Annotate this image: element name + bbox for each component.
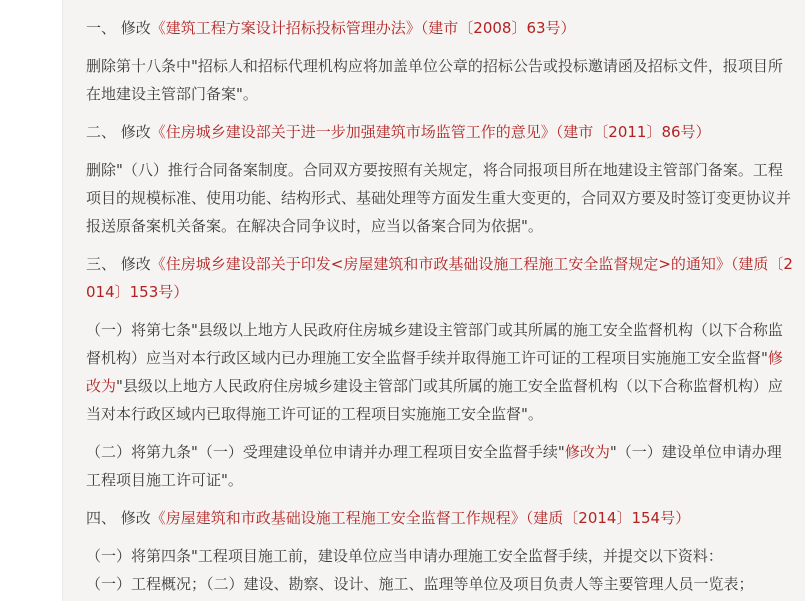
highlighted-text-run: 修改为 xyxy=(564,443,610,461)
text-run: 三、 修改 xyxy=(86,255,151,273)
document-body xyxy=(86,14,795,598)
body-paragraph xyxy=(86,156,795,240)
text-run: （一）将第四条"工程项目施工前，建设单位应当申请办理施工安全监督手续，并提交以下资料： xyxy=(86,547,723,565)
text-run: （一）将第七条"县级以上地方人民政府住房城乡建设主管部门或其所属的施工安全监督机构（以下合称监督机构）应当对本行政区域内已办理施工安全监督手续并取得施工许可证的工程项目实施施工安全监督" xyxy=(86,321,783,367)
text-run: （一）工程概况；（二）建设、勘察、设计、施工、监理等单位及项目负责人等主要管理人员一览表； xyxy=(86,575,754,593)
text-run: 四、 修改 xyxy=(86,509,151,527)
text-run: "（一）建设单位申请办理工程项目施工许可证"。 xyxy=(86,443,782,489)
heading-paragraph xyxy=(86,118,795,146)
text-run: 删除"（八）推行合同备案制度。合同双方要按照有关规定，将合同报项目所在地建设主管部门备案。工程项目的规模标准、使用功能、结构形式、基础处理等方面发生重大变更的，合同双方要及时签订变更协议并报送原备案机关备案。在解决合同争议时，应当以备案合同为依据"。 xyxy=(86,161,792,235)
highlighted-text-run: 《建筑工程方案设计招标投标管理办法》（建市〔2008〕63号） xyxy=(150,19,576,37)
body-paragraph xyxy=(86,542,795,598)
highlighted-text-run: 《房屋建筑和市政基础设施工程施工安全监督工作规程》（建质〔2014〕154号） xyxy=(150,509,691,527)
text-run: "县级以上地方人民政府住房城乡建设主管部门或其所属的施工安全监督机构（以下合称监督机构）应当对本行政区域内已取得施工许可证的工程项目实施施工安全监督"。 xyxy=(86,377,783,423)
document-content-panel xyxy=(62,0,805,601)
heading-paragraph xyxy=(86,504,795,532)
highlighted-text-run: 修改为 xyxy=(86,349,783,395)
body-paragraph xyxy=(86,52,795,108)
highlighted-text-run: 《住房城乡建设部关于印发<房屋建筑和市政基础设施工程施工安全监督规定>的通知》（建质〔2014〕153号） xyxy=(86,255,793,301)
body-paragraph xyxy=(86,316,795,428)
heading-paragraph xyxy=(86,250,795,306)
highlighted-text-run: 《住房城乡建设部关于进一步加强建筑市场监管工作的意见》（建市〔2011〕86号） xyxy=(150,123,711,141)
text-run: 删除第十八条中"招标人和招标代理机构应将加盖单位公章的招标公告或投标邀请函及招标文件，报项目所在地建设主管部门备案"。 xyxy=(86,57,783,103)
text-run: （二）将第九条"（一）受理建设单位申请并办理工程项目安全监督手续" xyxy=(86,443,565,461)
text-run: 一、 修改 xyxy=(86,19,151,37)
text-run: 二、 修改 xyxy=(86,123,151,141)
heading-paragraph xyxy=(86,14,795,42)
body-paragraph xyxy=(86,438,795,494)
